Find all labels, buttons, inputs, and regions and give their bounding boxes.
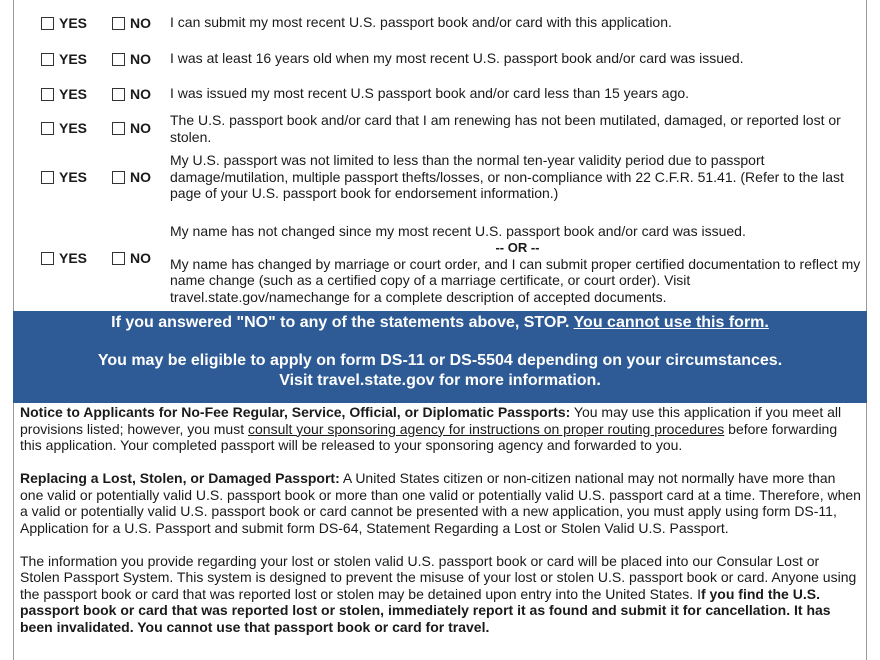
yes-checkbox[interactable] [41, 86, 87, 102]
question-text: The U.S. passport book and/or card that I am renewing has not been mutilated, damaged, or reported lost or stolen. [170, 112, 841, 145]
or-separator: -- OR -- [495, 239, 540, 255]
checkbox-box[interactable] [41, 122, 54, 135]
checkbox-box[interactable] [112, 122, 125, 135]
consular-lost-notice [20, 553, 862, 636]
notices-section [20, 404, 862, 652]
checkbox-box[interactable] [41, 53, 54, 66]
lost-stolen-notice [20, 470, 862, 536]
no-label: NO [130, 169, 151, 185]
yes-label: YES [59, 250, 88, 266]
no-checkbox[interactable] [112, 51, 151, 67]
no-fee-notice [20, 404, 862, 454]
no-checkbox[interactable] [112, 15, 151, 31]
checkbox-box[interactable] [112, 88, 125, 101]
no-label: NO [130, 250, 151, 266]
question-text [170, 223, 865, 305]
eligibility-text: You may be eligible to apply on form DS-11 or DS-5504 depending on your circumstances. [97, 352, 783, 369]
no-checkbox[interactable] [112, 86, 151, 102]
yes-label: YES [59, 15, 88, 31]
no-label: NO [130, 120, 151, 136]
checkbox-box[interactable] [112, 53, 125, 66]
yes-checkbox[interactable] [41, 51, 87, 67]
no-label: NO [130, 86, 151, 102]
name-unchanged-text: My name has not changed since my most recent U.S. passport book and/or card was issued. [170, 223, 746, 239]
name-changed-text: My name has changed by marriage or court order, and I can submit proper certified documentation to reflect my name change (such as a certified copy of a marriage certificate, or court order). Visit travel.state.gov/namechange for a complete description of accepted documents. [170, 255, 861, 305]
no-label: NO [130, 15, 151, 31]
consular-lost-warning: f you find the U.S. passport book or card that was reported lost or stolen, immediately report it as found and submit it for cancellation. It has been invalidated. You cannot use that passport book or card for travel. [20, 585, 831, 635]
checkbox-box[interactable] [41, 252, 54, 265]
stop-line-1 [13, 313, 867, 333]
yes-label: YES [59, 169, 88, 185]
yes-checkbox[interactable] [41, 120, 87, 136]
visit-travel-text: Visit travel.state.gov for more information. [279, 372, 601, 389]
checkbox-box[interactable] [41, 88, 54, 101]
consular-lost-body: The information you provide regarding your lost or stolen valid U.S. passport book or card will be placed into our Consular Lost or Stolen Passport System. This system is designed to prevent the misuse of your lost or stolen U.S. passport book or card. Anyone using the passport book or card that was reported lost or stolen may be detained upon entry into the United States. I [20, 552, 857, 602]
checkbox-box[interactable] [112, 171, 125, 184]
lost-stolen-body: A United States citizen or non-citizen national may not normally have more than one valid or potentially valid U.S. passport book or more than one valid or potentially valid U.S. passport card at a time. Therefore, when a valid or potentially valid U.S. passport book or card cannot be presented with a new application, you must apply using form DS-11, Application for a U.S. Passport and submit form DS-64, Statement Regarding a Lost or Stolen Valid U.S. Passport. [20, 470, 861, 536]
no-label: NO [130, 51, 151, 67]
checkbox-box[interactable] [112, 252, 125, 265]
stop-banner [13, 311, 867, 403]
yes-label: YES [59, 86, 88, 102]
lost-stolen-title: Replacing a Lost, Stolen, or Damaged Passport: [20, 470, 340, 486]
checkbox-box[interactable] [41, 171, 54, 184]
no-fee-notice-body-2: before forwarding this application. Your completed passport will be released to your sponsoring agency and forwarded to you. [20, 420, 838, 453]
question-text: I was issued my most recent U.S passport book and/or card less than 15 years ago. [170, 85, 690, 101]
question-text: I can submit my most recent U.S. passport book and/or card with this application. [170, 14, 672, 30]
yes-label: YES [59, 51, 88, 67]
yes-checkbox[interactable] [41, 169, 87, 185]
yes-label: YES [59, 120, 88, 136]
question-text: I was at least 16 years old when my most recent U.S. passport book and/or card was issued. [170, 50, 744, 66]
no-checkbox[interactable] [112, 169, 151, 185]
no-checkbox[interactable] [112, 250, 151, 266]
no-fee-notice-title: Notice to Applicants for No-Fee Regular, Service, Official, or Diplomatic Passports: [20, 404, 571, 420]
question-text: My U.S. passport was not limited to less than the normal ten-year validity period due to passport damage/mutilation, multiple passport thefts/losses, or non-compliance with 22 C.F.R. 51.41. (Refer to the last page of your U.S. passport book for endorsement information.) [170, 152, 844, 201]
routing-procedures-link: consult your sponsoring agency for instructions on proper routing procedures [248, 420, 725, 437]
yes-checkbox[interactable] [41, 250, 87, 266]
no-fee-notice-body: You may use this application if you meet all provisions listed; however, you must [20, 404, 842, 437]
checkbox-box[interactable] [41, 17, 54, 30]
cannot-use-form-text: You cannot use this form. [573, 314, 769, 331]
yes-checkbox[interactable] [41, 15, 87, 31]
stop-text: If you answered "NO" to any of the statements above, STOP. [111, 314, 570, 331]
checkbox-box[interactable] [112, 17, 125, 30]
no-checkbox[interactable] [112, 120, 151, 136]
